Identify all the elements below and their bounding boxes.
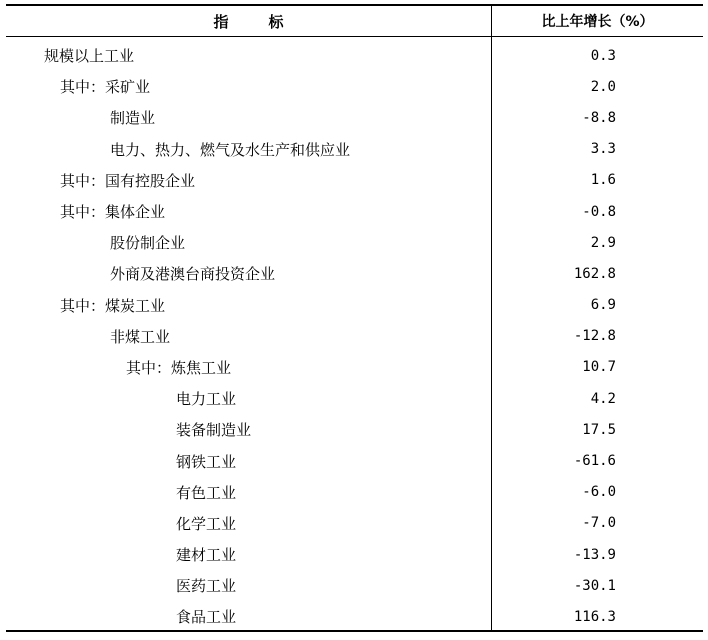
row-value: 0.3 <box>590 47 616 64</box>
row-label: 医药工业 <box>176 577 237 596</box>
value-column <box>492 37 703 633</box>
row-label: 其中：采矿业 <box>60 78 151 97</box>
row-value: 17.5 <box>582 421 616 438</box>
row-value: -0.8 <box>582 203 616 220</box>
header-indicator-char-1: 指 <box>213 12 229 31</box>
row-label: 外商及港澳台商投资企业 <box>110 265 276 284</box>
row-label: 规模以上工业 <box>44 47 135 66</box>
row-label: 钢铁工业 <box>176 452 237 471</box>
row-label: 化学工业 <box>176 514 237 533</box>
row-value: 1.6 <box>590 172 616 189</box>
row-label: 其中：煤炭工业 <box>60 296 166 315</box>
row-label: 电力工业 <box>176 390 237 409</box>
row-label: 电力、热力、燃气及水生产和供应业 <box>110 140 351 159</box>
header-indicator-char-2: 标 <box>268 12 284 31</box>
row-label: 其中：炼焦工业 <box>126 358 232 377</box>
row-value: 2.0 <box>590 78 616 95</box>
row-value: 4.2 <box>590 390 616 407</box>
row-value: -13.9 <box>573 546 616 563</box>
table-header <box>6 6 703 37</box>
row-value: 2.9 <box>590 234 616 251</box>
row-value: -6.0 <box>582 484 616 501</box>
label-column <box>6 37 492 630</box>
row-value: -8.8 <box>582 109 616 126</box>
row-label: 非煤工业 <box>110 327 171 346</box>
row-value: -12.8 <box>573 328 616 345</box>
row-label: 制造业 <box>110 109 156 128</box>
row-label: 食品工业 <box>176 608 237 627</box>
row-label: 装备制造业 <box>176 421 252 440</box>
row-value: 6.9 <box>590 297 616 314</box>
row-label: 股份制企业 <box>110 234 186 253</box>
row-value: -30.1 <box>573 577 616 594</box>
row-value: 10.7 <box>582 359 616 376</box>
row-label: 其中：集体企业 <box>60 203 166 222</box>
row-label: 有色工业 <box>176 483 237 502</box>
row-label: 建材工业 <box>176 546 237 565</box>
header-indicator <box>6 6 492 36</box>
table-body <box>6 37 703 630</box>
row-value: -7.0 <box>582 515 616 532</box>
row-label: 其中：国有控股企业 <box>60 171 196 190</box>
row-value: 116.3 <box>573 608 616 625</box>
row-value: 162.8 <box>573 265 616 282</box>
statistics-table <box>6 4 703 632</box>
header-growth: 比上年增长（%） <box>541 14 654 30</box>
row-value: -61.6 <box>573 453 616 470</box>
row-value: 3.3 <box>590 141 616 158</box>
